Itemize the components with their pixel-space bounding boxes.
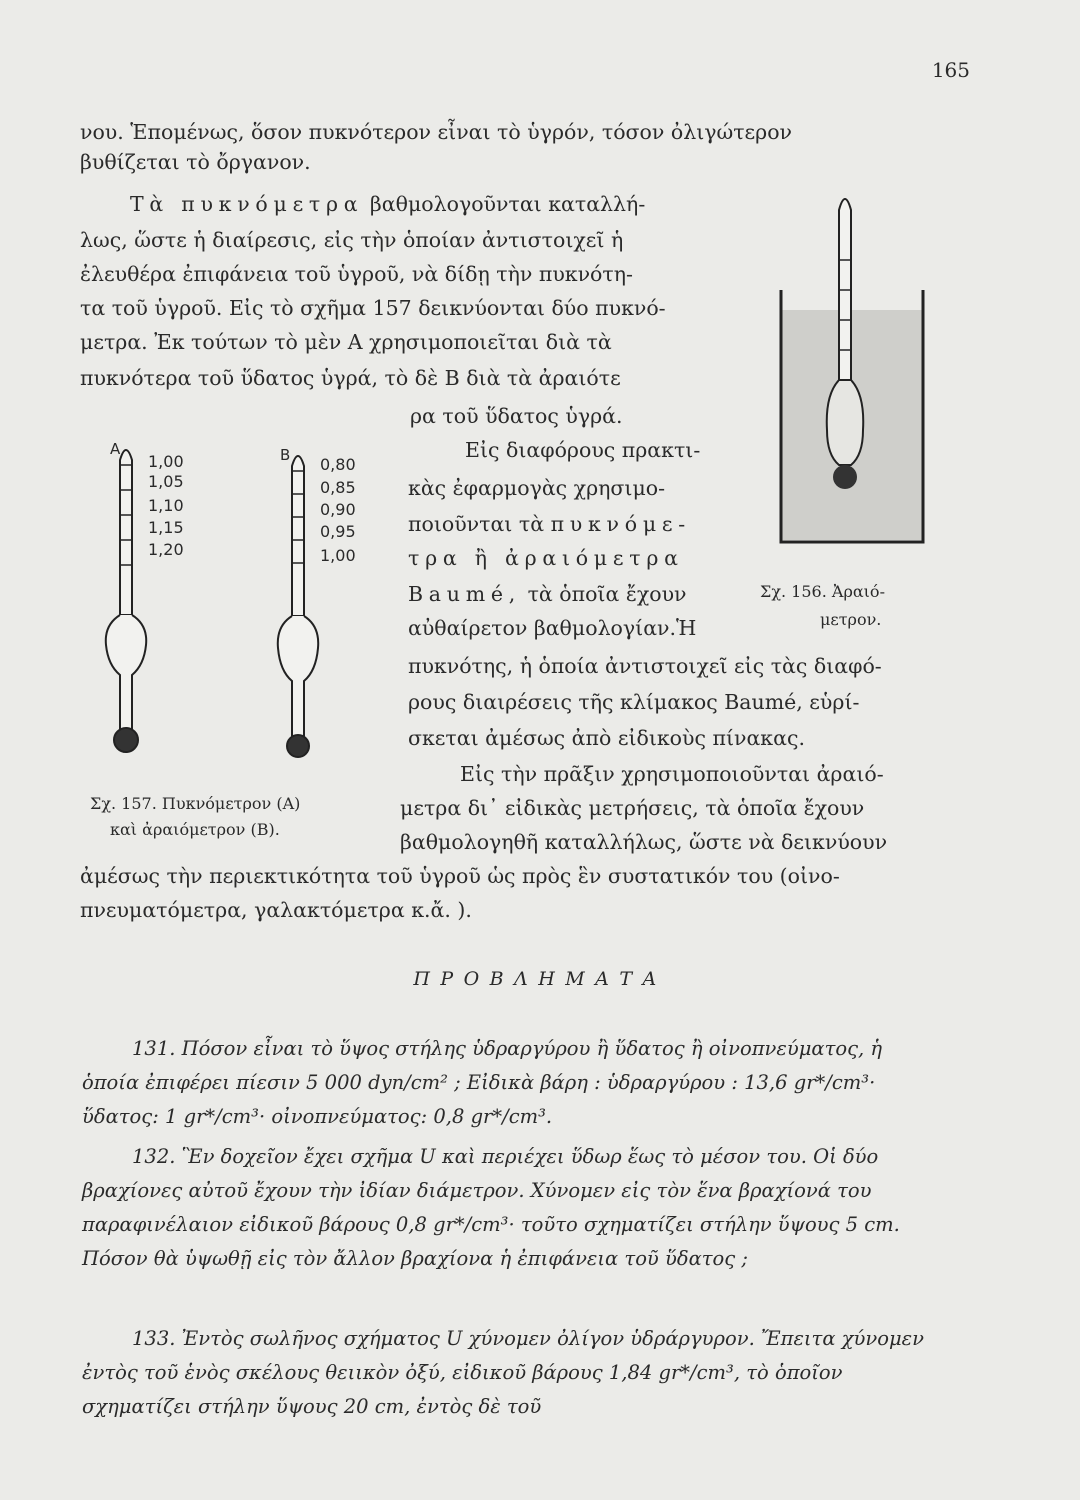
- text-line: [130, 192, 645, 216]
- text-line: βαθμολογηθῆ καταλλήλως, ὥστε νὰ δεικνύουν: [400, 830, 888, 854]
- text-line: ἐλευθέρα ἐπιφάνεια τοῦ ὑγροῦ, νὰ δίδῃ τὴν πυκνότη-: [80, 262, 633, 286]
- text-line: μετρα. Ἐκ τούτων τὸ μὲν Α χρησιμοποιεῖται διὰ τὰ: [80, 330, 612, 354]
- scale-b-label: 0,90: [320, 500, 356, 519]
- figure-156-caption: Σχ. 156. Ἀραιό-: [760, 582, 885, 601]
- label-b: B: [280, 446, 291, 464]
- text-line: πυκνότερα τοῦ ὕδατος ὑγρά, τὸ δὲ Β διὰ τὰ ἀραιότε: [80, 366, 621, 390]
- spaced-term: Baumé,: [408, 582, 522, 606]
- text-line: [408, 512, 691, 536]
- text-line: ρα τοῦ ὕδατος ὑγρά.: [410, 404, 623, 428]
- scale-a-label: 1,20: [148, 540, 184, 559]
- problem-133: [82, 1322, 937, 1424]
- scale-a-label: 1,05: [148, 472, 184, 491]
- problem-number: 131.: [132, 1037, 176, 1060]
- scale-b-label: 1,00: [320, 546, 356, 565]
- text-line: ρους διαιρέσεις τῆς κλίμακος Baumé, εὑρί-: [408, 690, 860, 714]
- text-line: [408, 582, 687, 606]
- text-line: λως, ὥστε ἡ διαίρεσις, εἰς τὴν ὁποίαν ἀντιστοιχεῖ ἡ: [80, 228, 624, 252]
- problem-132: [82, 1140, 937, 1276]
- scale-b-label: 0,85: [320, 478, 356, 497]
- text-line: πνευματόμετρα, γαλακτόμετρα κ.ἄ. ).: [80, 898, 472, 922]
- spaced-term: πυκνόμε-: [550, 512, 691, 536]
- text-span: ποιοῦνται τὰ: [408, 512, 545, 536]
- text-line: ἀμέσως τὴν περιεκτικότητα τοῦ ὑγροῦ ὡς πρὸς ἓν συστατικόν του (οἰνο-: [80, 864, 840, 888]
- scale-b-label: 0,95: [320, 522, 356, 541]
- text-line: νου. Ἑπομένως, ὅσον πυκνότερον εἶναι τὸ ὑγρόν, τόσον ὀλιγώτερον: [80, 120, 793, 144]
- ballast: [833, 465, 857, 489]
- figure-157-caption: καὶ ἀραιόμετρον (Β).: [110, 820, 280, 839]
- problems-title: ΠΡΟΒΛΗΜΑΤΑ: [413, 968, 667, 990]
- problem-number: 132.: [132, 1145, 176, 1168]
- problem-131: [82, 1032, 937, 1134]
- text-line: τρα ἢ ἀραιόμετρα: [408, 546, 684, 570]
- areometer-b: [272, 446, 342, 786]
- text-line: Εἰς διαφόρους πρακτι-: [465, 438, 701, 462]
- areometer-bulb: [827, 380, 864, 465]
- page-number: 165: [931, 58, 970, 82]
- pycnometer-a: [100, 440, 170, 780]
- figure-157-caption: Σχ. 157. Πυκνόμετρον (Α): [90, 794, 301, 813]
- text-line: τα τοῦ ὑγροῦ. Εἰς τὸ σχῆμα 157 δεικνύονται δύο πυκνό-: [80, 296, 666, 320]
- text-line: πυκνότης, ἡ ὁποία ἀντιστοιχεῖ εἰς τὰς διαφό-: [408, 654, 882, 678]
- text-line: μετρα δι᾽ εἰδικὰς μετρήσεις, τὰ ὁποῖα ἔχουν: [400, 796, 865, 820]
- scale-b-label: 0,80: [320, 455, 356, 474]
- scale-a-label: 1,10: [148, 496, 184, 515]
- spaced-term: Τὰ πυκνόμετρα: [130, 192, 364, 216]
- problem-number: 133.: [132, 1327, 176, 1350]
- problem-text: Ἐντὸς σωλῆνος σχήματος U χύνομεν ὀλίγον ὑδράργυρον. Ἔπειτα χύνομεν ἐντὸς τοῦ ἑνὸς σκέλους θειικὸν ὀξύ, εἰδικοῦ βάρους 1,84 gr*/cm³, τὸ ὁποῖον σχηματίζει στήλην ὕψους 20 cm, ἐντὸς δὲ τοῦ: [82, 1327, 924, 1418]
- text-span: βαθμολογοῦνται καταλλή-: [369, 192, 646, 216]
- text-line: Εἰς τὴν πρᾶξιν χρησιμοποιοῦνται ἀραιό-: [460, 762, 884, 786]
- problem-text: Ἓν δοχεῖον ἔχει σχῆμα U καὶ περιέχει ὕδωρ ἕως τὸ μέσον του. Οἱ δύο βραχίονες αὐτοῦ ἔχουν τὴν ἰδίαν διάμετρον. Χύνομεν εἰς τὸν ἕνα βραχίονά του παραφινέλαιον εἰδικοῦ βάρους 0,8 gr*/cm³· τοῦτο σχηματίζει στήλην ὕψους 5 cm. Πόσον θὰ ὑψωθῇ εἰς τὸν ἄλλον βραχίονα ἡ ἐπιφάνεια τοῦ ὕδατος ;: [82, 1145, 900, 1270]
- text-line: βυθίζεται τὸ ὄργανον.: [80, 150, 311, 174]
- text-line: κὰς ἐφαρμογὰς χρησιμο-: [408, 476, 666, 500]
- problem-text: Πόσον εἶναι τὸ ὕψος στήλης ὑδραργύρου ἢ ὕδατος ἢ οἰνοπνεύματος, ἡ ὁποία ἐπιφέρει πίεσιν 5 000 dyn/cm² ; Εἰδικὰ βάρη : ὑδραργύρου : 13,6 gr*/cm³· ὕδατος: 1 gr*/cm³· οἰνοπνεύματος: 0,8 gr*/cm³.: [82, 1037, 883, 1128]
- scale-a-label: 1,15: [148, 518, 184, 537]
- text-span: τὰ ὁποῖα ἔχουν: [527, 582, 687, 606]
- text-line: σκεται ἀμέσως ἀπὸ εἰδικοὺς πίνακας.: [408, 726, 805, 750]
- text-line: αὐθαίρετον βαθμολογίαν.Ἡ: [408, 616, 697, 640]
- scale-a-label: 1,00: [148, 452, 184, 471]
- figure-156-caption: μετρον.: [820, 610, 882, 629]
- figure-156-areometer: [775, 180, 935, 550]
- label-a: A: [110, 440, 121, 458]
